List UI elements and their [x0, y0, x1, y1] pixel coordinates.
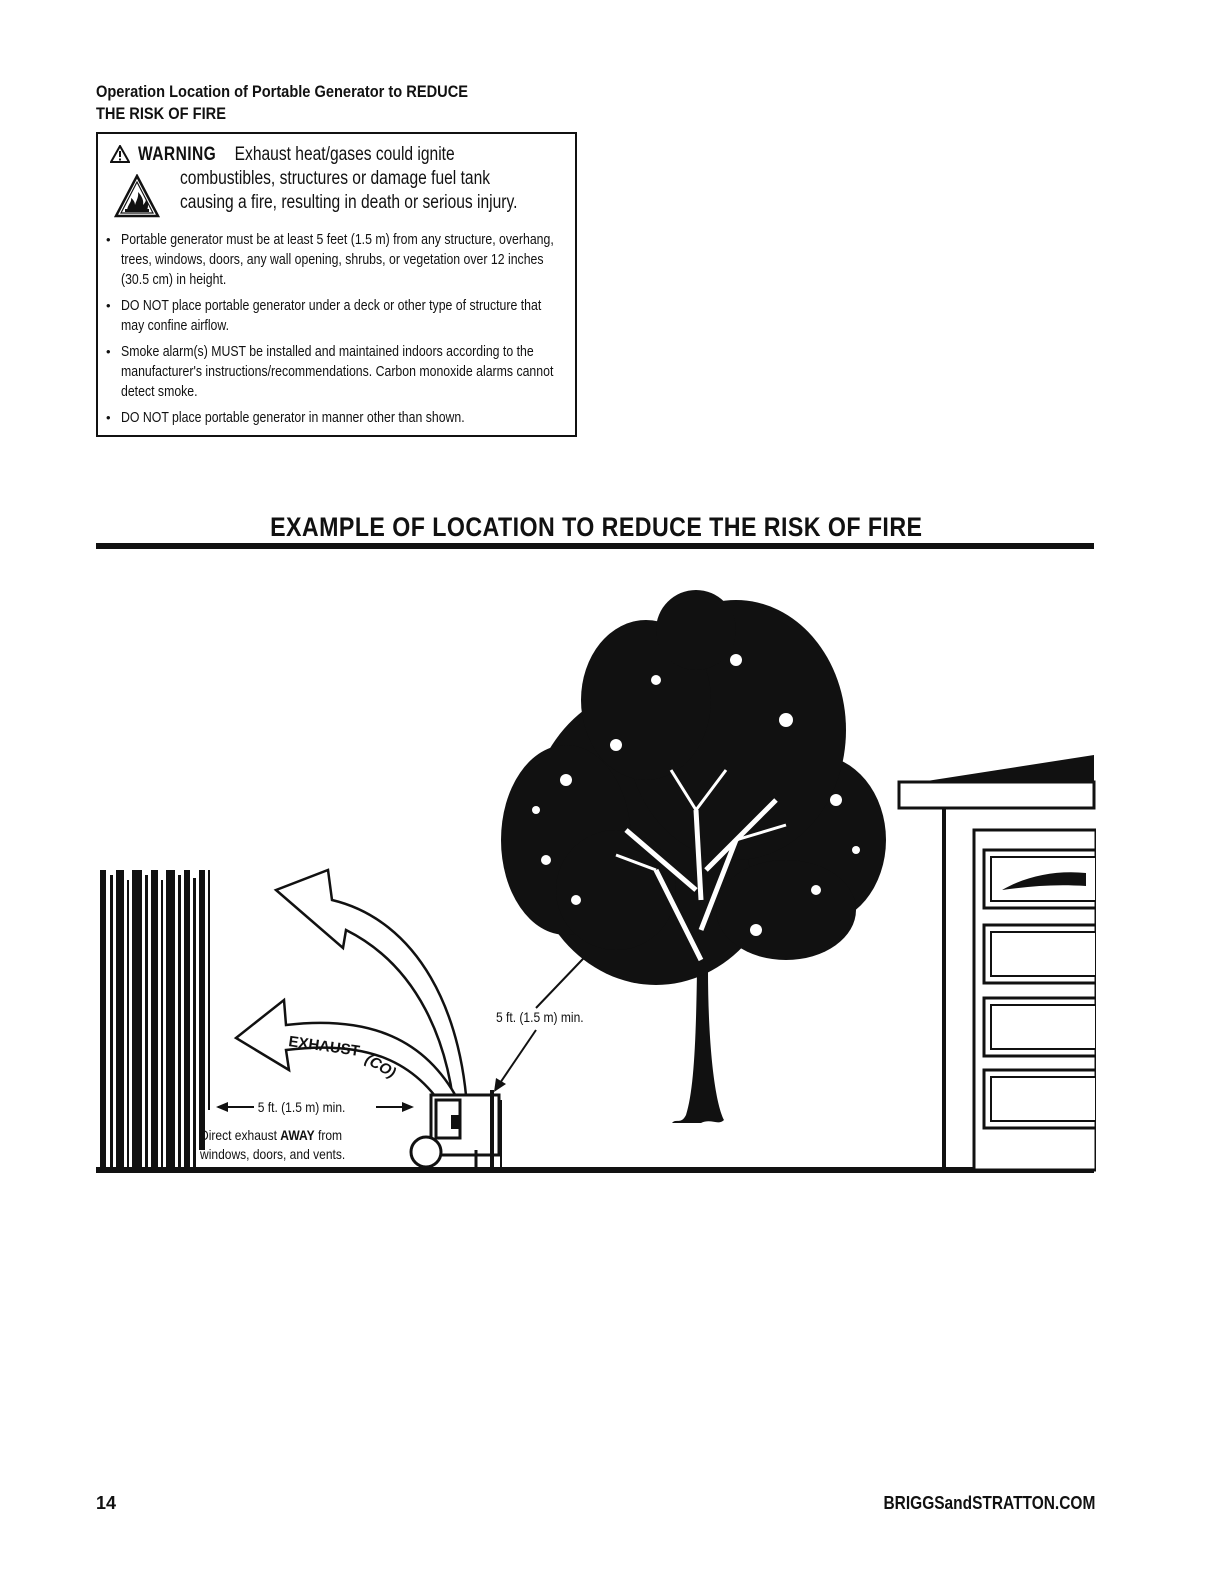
svg-text:EXHAUST: EXHAUST — [287, 1033, 361, 1060]
example-title: EXAMPLE OF LOCATION TO REDUCE THE RISK OF FIRE — [269, 512, 923, 542]
tree-icon — [501, 590, 886, 1123]
wall-distance-label: 5 ft. (1.5 m) min. — [257, 1099, 346, 1115]
list-item: • Smoke alarm(s) MUST be installed and maintained indoors according to the manufacturer's instructions/recommendations. Carbon monoxide alarms cannot detect smoke. — [106, 342, 568, 402]
list-item: • DO NOT place portable generator in manner other than shown. — [106, 408, 568, 428]
exhaust-arrow-icon — [236, 870, 468, 1130]
section-title — [96, 81, 526, 125]
generator-icon — [411, 1090, 501, 1167]
list-item: • DO NOT place portable generator under a deck or other type of structure that may confine airflow. — [106, 296, 568, 336]
warning-line3: causing a fire, resulting in death or serious injury. — [180, 192, 518, 213]
warning-signal-word: WARNING — [138, 144, 217, 165]
svg-text:(CO): (CO) — [362, 1050, 399, 1082]
alert-triangle-icon — [110, 145, 130, 163]
section-title-line2: THE RISK OF FIRE — [96, 104, 226, 123]
website-link: BRIGGSandSTRATTON.COM — [883, 1493, 1095, 1513]
tree-distance-label: 5 ft. (1.5 m) min. — [496, 1009, 584, 1025]
house-icon — [899, 755, 1096, 1170]
warning-line1-text: Exhaust heat/gases could ignite — [234, 144, 455, 165]
section-title-line1: Operation Location of Portable Generator to REDUCE — [96, 82, 469, 101]
list-item: • Portable generator must be at least 5 feet (1.5 m) from any structure, overhang, trees, windows, doors, any wall opening, shrubs, or vegetation over 12 inches (30.5 cm) in height. — [106, 230, 568, 290]
wall-siding-icon — [100, 870, 210, 1167]
title-rule — [96, 543, 1094, 549]
warning-line2: combustibles, structures or damage fuel tank — [180, 168, 491, 189]
warning-box — [96, 132, 577, 437]
warning-bullet-list — [106, 230, 568, 434]
page-number: 14 — [96, 1493, 117, 1513]
location-illustration — [96, 570, 1096, 1190]
fire-hazard-icon — [114, 174, 160, 218]
warning-line1 — [138, 144, 455, 166]
direct-exhaust-note: Direct exhaust AWAY from windows, doors, and vents. — [200, 1127, 346, 1162]
